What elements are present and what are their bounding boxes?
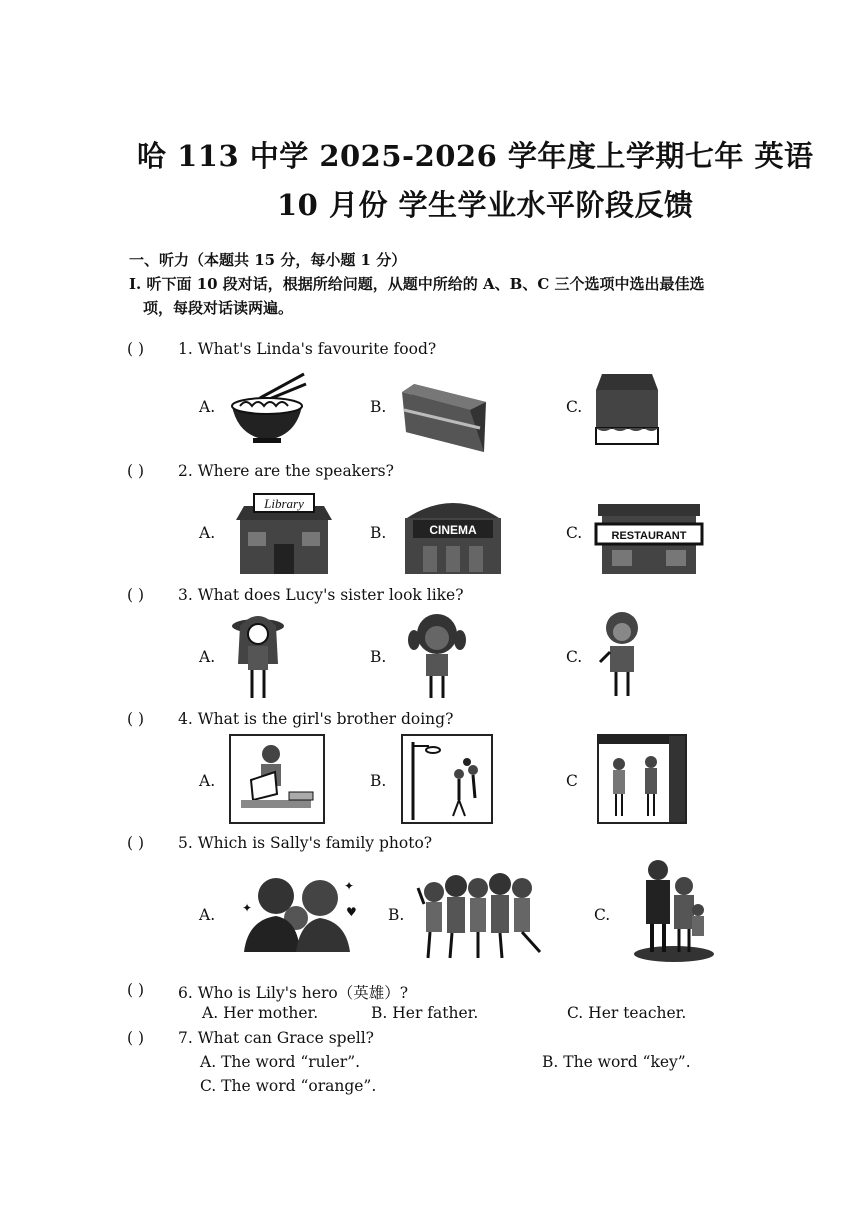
page-title: 哈 113 中学 2025-2026 学年度上学期七年 英语 <box>137 139 814 173</box>
option-text: The word “ruler”. <box>221 1053 361 1071</box>
question <box>178 340 436 358</box>
option-label: B. <box>542 1053 559 1071</box>
big-group-icon <box>416 868 548 960</box>
instruction <box>129 272 769 320</box>
option-label: C. <box>566 398 583 416</box>
question-number: 3. <box>178 586 193 604</box>
option-label: A. <box>199 906 216 924</box>
svg-text:♥: ♥ <box>346 905 357 919</box>
option-text: The word “orange”. <box>221 1077 377 1095</box>
option-label: C. <box>200 1077 217 1095</box>
answer-blank[interactable]: ( ) <box>127 462 145 480</box>
question-text: Where are the speakers? <box>197 462 394 480</box>
option-label: A. <box>199 648 216 666</box>
question <box>178 462 394 480</box>
noodles-icon <box>226 370 308 446</box>
svg-text:✦: ✦ <box>242 901 253 915</box>
instruction-line2: 项，每段对话读两遍。 <box>143 299 294 317</box>
option-label: C <box>566 772 578 790</box>
option-label: C. <box>567 1004 584 1022</box>
answer-blank[interactable]: ( ) <box>127 586 145 604</box>
option-label: C. <box>566 648 583 666</box>
basketball-icon <box>401 734 493 824</box>
answer-blank[interactable]: ( ) <box>127 981 145 999</box>
option-label: C. <box>594 906 611 924</box>
question <box>178 1029 374 1047</box>
instruction-line1: 听下面 10 段对话，根据所给问题，从题中所给的 A、B、C 三个选项中选出最佳选 <box>146 275 705 293</box>
sign-text: Library <box>264 496 304 511</box>
cinema-icon <box>403 490 503 574</box>
question <box>178 586 464 604</box>
restaurant-icon <box>594 502 704 574</box>
question-text: Who is Lily's hero（英雄）? <box>197 984 409 1002</box>
question-number: 2. <box>178 462 193 480</box>
question-text: What is the girl's brother doing? <box>197 710 454 728</box>
answer-blank[interactable]: ( ) <box>127 1029 145 1047</box>
text-option <box>371 1004 478 1022</box>
option-label: C. <box>566 524 583 542</box>
option-label: A. <box>200 1053 217 1071</box>
two-kids-talking-icon <box>597 734 687 824</box>
option-label: B. <box>370 524 387 542</box>
svg-text:✦: ✦ <box>344 879 355 893</box>
part-number: I. <box>129 275 142 293</box>
girl-curly-hair-icon <box>596 610 646 700</box>
option-label: A. <box>199 524 216 542</box>
section-heading: 一、听力（本题共 15 分，每小题 1 分） <box>129 251 407 269</box>
option-label: A. <box>202 1004 219 1022</box>
question <box>178 981 408 1003</box>
option-text: Her mother. <box>223 1004 319 1022</box>
question-number: 1. <box>178 340 193 358</box>
option-text: Her teacher. <box>588 1004 687 1022</box>
option-text: Her father. <box>392 1004 479 1022</box>
sign-text: CINEMA <box>429 523 477 537</box>
page-subtitle: 10 月份 学生学业水平阶段反馈 <box>277 188 694 222</box>
milk-carton-icon <box>594 372 660 446</box>
text-option <box>200 1077 376 1095</box>
cake-icon <box>400 370 492 456</box>
family-of-three-icon <box>238 874 358 952</box>
girl-long-hair-icon <box>230 612 286 702</box>
question-text: What's Linda's favourite food? <box>197 340 437 358</box>
text-option <box>542 1053 691 1071</box>
library-icon <box>234 492 334 574</box>
boy-reading-icon <box>229 734 325 824</box>
option-label: B. <box>370 648 387 666</box>
text-option <box>567 1004 686 1022</box>
question-number: 6. <box>178 984 193 1002</box>
question-number: 7. <box>178 1029 193 1047</box>
answer-blank[interactable]: ( ) <box>127 340 145 358</box>
option-label: B. <box>371 1004 388 1022</box>
text-option <box>202 1004 318 1022</box>
option-label: A. <box>199 772 216 790</box>
question-number: 5. <box>178 834 193 852</box>
family-standing-icon <box>628 856 718 962</box>
girl-pigtails-icon <box>408 610 466 700</box>
answer-blank[interactable]: ( ) <box>127 710 145 728</box>
question-text: Which is Sally's family photo? <box>197 834 433 852</box>
option-label: B. <box>388 906 405 924</box>
question-text: What can Grace spell? <box>197 1029 374 1047</box>
option-label: B. <box>370 772 387 790</box>
answer-blank[interactable]: ( ) <box>127 834 145 852</box>
question-number: 4. <box>178 710 193 728</box>
option-label: A. <box>199 398 216 416</box>
option-text: The word “key”. <box>563 1053 691 1071</box>
question <box>178 834 432 852</box>
question-text: What does Lucy's sister look like? <box>197 586 464 604</box>
sign-text: RESTAURANT <box>611 530 687 542</box>
option-label: B. <box>370 398 387 416</box>
text-option <box>200 1053 360 1071</box>
question <box>178 710 453 728</box>
